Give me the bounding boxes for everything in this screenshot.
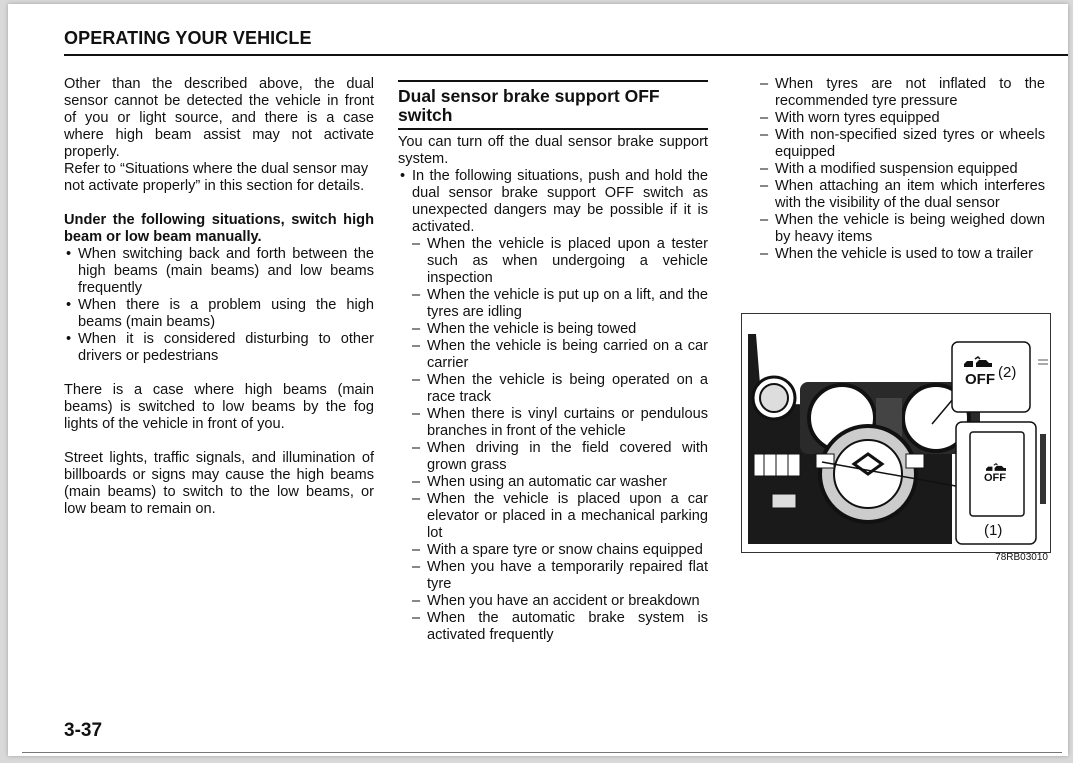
switch-panel [754, 454, 800, 476]
list-item-text: When there is vinyl curtains or pendulous branches in front of the vehicle [427, 406, 708, 439]
list-item [412, 593, 708, 610]
list-item [412, 372, 708, 406]
dashboard-illustration [741, 313, 1051, 553]
subheading: Under the following situations, switch high beam or low beam manually. [64, 212, 374, 245]
list-item-text: When switching back and forth between the high beams (main beams) and low beams frequently [78, 246, 374, 296]
list-item-text: With worn tyres equipped [775, 110, 940, 126]
list-item-text: When the vehicle is being operated on a race track [427, 372, 708, 405]
list-item-text: When there is a problem using the high beams (main beams) [78, 297, 374, 330]
list-item [412, 236, 708, 287]
off-label: OFF [984, 472, 1006, 484]
switch-panel-lower [772, 494, 796, 508]
list-item-text: When attaching an item which interferes with the visibility of the dual sensor [775, 178, 1045, 211]
dash-mark: – [760, 212, 769, 228]
car-collision-icon [963, 356, 993, 370]
brake-support-off-icon [985, 460, 1007, 470]
list-item [398, 168, 708, 236]
paragraph: Other than the described above, the dual sensor cannot be detected the vehicle in front of you or light source, and there is a case where high beam assist may not activate properly. [64, 76, 374, 160]
list-item [412, 542, 708, 559]
list-item-text: When you have a temporarily repaired flat tyre [427, 559, 708, 592]
list-item [760, 110, 1045, 127]
list-item [412, 440, 708, 474]
list-item [412, 338, 708, 372]
dash-mark: – [412, 593, 421, 609]
brake-support-off-icon [963, 356, 993, 370]
dash-mark: – [760, 246, 769, 262]
list-item [760, 178, 1045, 212]
page-number: 3-37 [64, 720, 103, 741]
list-item [412, 491, 708, 542]
dashboard-drawing [742, 314, 1050, 552]
dash-mark: – [412, 474, 421, 490]
bullet-list [398, 168, 708, 236]
footer-rule [22, 752, 1062, 753]
dash-mark: – [412, 406, 421, 422]
chapter-header: OPERATING YOUR VEHICLE [64, 28, 312, 48]
list-item-text: When driving in the field covered with grown grass [427, 440, 708, 473]
list-item [760, 161, 1045, 178]
list-item-text: With a spare tyre or snow chains equipped [427, 542, 703, 558]
bullet-list [64, 246, 374, 365]
list-item [412, 559, 708, 593]
dash-mark: – [412, 372, 421, 388]
list-item-text: When tyres are not inflated to the recommended tyre pressure [775, 76, 1045, 109]
list-item-text: When the vehicle is being weighed down by heavy items [775, 212, 1045, 245]
list-item [412, 406, 708, 440]
manual-page [8, 4, 1068, 756]
dash-mark: – [412, 559, 421, 575]
dash-mark: – [412, 440, 421, 456]
list-item [760, 212, 1045, 246]
dash-mark: – [760, 76, 769, 92]
list-item-text: When the vehicle is put up on a lift, and the tyres are idling [427, 287, 708, 320]
bullet-mark: • [66, 297, 72, 313]
air-vent-inner [760, 384, 788, 412]
list-item-text: When the automatic brake system is activated frequently [427, 610, 708, 643]
dash-mark: – [760, 110, 769, 126]
list-item-text: With a modified suspension equipped [775, 161, 1018, 177]
list-item [64, 246, 374, 297]
dash-mark: – [412, 321, 421, 337]
dash-mark: – [412, 287, 421, 303]
list-item-text: When the vehicle is being carried on a car carrier [427, 338, 708, 371]
list-item-text: When the vehicle is used to tow a trailer [775, 246, 1033, 262]
list-item-text: When using an automatic car washer [427, 474, 668, 490]
paragraph: Refer to “Situations where the dual sensor may not activate properly” in this section for details. [64, 161, 369, 194]
callout-label-2: (2) [998, 364, 1017, 381]
list-item [412, 287, 708, 321]
paragraph: Street lights, traffic signals, and illumination of billboards or signs may cause the high beams (main beams) to switch to the low beams, or low beam to remain on. [64, 450, 374, 517]
steering-switch-left [816, 454, 834, 468]
list-item [760, 127, 1045, 161]
dash-mark: – [412, 542, 421, 558]
list-item [64, 331, 374, 365]
list-item [412, 474, 708, 491]
column-middle [398, 80, 708, 644]
steering-switch-right [906, 454, 924, 468]
dash-mark: – [412, 610, 421, 626]
list-item-text: With non-specified sized tyres or wheels equipped [775, 127, 1045, 160]
paragraph: There is a case where high beams (main beams) is switched to low beams by the fog lights of the vehicle in front of you. [64, 382, 374, 432]
figure-code: 78RB03010 [995, 552, 1048, 563]
dash-mark: – [412, 338, 421, 354]
column-left [64, 76, 374, 518]
list-item [760, 246, 1045, 263]
list-item-text: When it is considered disturbing to other drivers or pedestrians [78, 331, 374, 364]
column-right [760, 76, 1045, 263]
dash-mark: – [412, 491, 421, 507]
list-item-text: When the vehicle is placed upon a tester such as when undergoing a vehicle inspection [427, 236, 708, 286]
dash-mark: – [412, 236, 421, 252]
dash-mark: – [760, 161, 769, 177]
dash-mark: – [760, 178, 769, 194]
header-rule [64, 54, 1068, 56]
dash-list [412, 236, 708, 644]
list-item [412, 610, 708, 644]
list-item [760, 76, 1045, 110]
list-item-text: When you have an accident or breakdown [427, 593, 700, 609]
paragraph: You can turn off the dual sensor brake support system. [398, 134, 708, 167]
bullet-mark: • [66, 246, 72, 262]
list-item-text: When the vehicle is placed upon a car elevator or placed in a mechanical parking lot [427, 491, 708, 541]
list-item [412, 321, 708, 338]
dash-mark: – [760, 127, 769, 143]
list-item [64, 297, 374, 331]
bullet-mark: • [400, 168, 406, 184]
callout-label-1: (1) [984, 522, 1003, 539]
dash-list [760, 76, 1045, 263]
list-item-text: When the vehicle is being towed [427, 321, 637, 337]
edge-detail [1040, 434, 1046, 504]
section-title: Dual sensor brake support OFF switch [398, 82, 708, 130]
list-item-text: In the following situations, push and hold the dual sensor brake support OFF switch as unexpected dangers may be possible if it is activated. [412, 168, 708, 235]
bullet-mark: • [66, 331, 72, 347]
off-label-large: OFF [965, 371, 995, 388]
